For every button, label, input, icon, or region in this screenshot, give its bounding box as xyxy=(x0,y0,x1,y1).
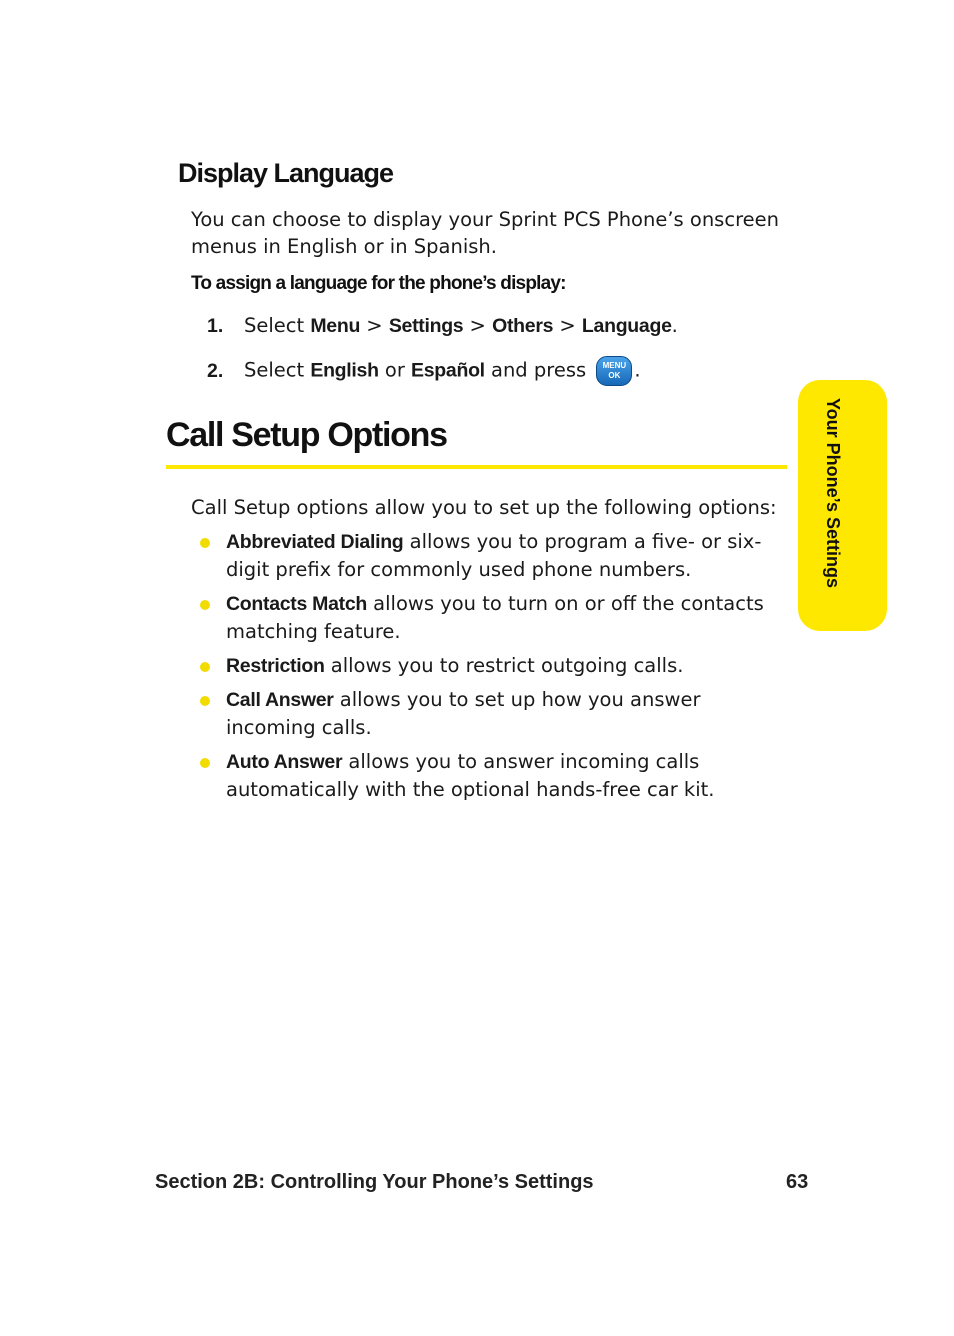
settings-term: Settings xyxy=(388,315,464,337)
list-item xyxy=(198,748,768,804)
menu-ok-key-icon xyxy=(596,356,632,386)
section-heading-call-setup: Call Setup Options xyxy=(166,416,447,454)
section-heading-display-language: Display Language xyxy=(178,158,394,188)
espanol-term: Español xyxy=(411,359,485,382)
heading-underline xyxy=(166,465,787,469)
option-desc: allows you to program a five- or six-digit prefix for commonly used phone numbers. xyxy=(226,530,762,581)
option-term: Contacts Match xyxy=(226,593,367,615)
language-term: Language xyxy=(581,315,672,337)
list-item xyxy=(198,528,768,584)
bullet-icon xyxy=(200,662,210,672)
display-language-intro: You can choose to display your Sprint PCS Phone’s onscreen menus in English or in Spanish. xyxy=(191,208,780,258)
option-desc: allows you to set up how you answer incoming calls. xyxy=(226,688,701,739)
step-number: 1. xyxy=(207,315,224,337)
bullet-icon xyxy=(200,696,210,706)
step-end: . xyxy=(634,358,641,382)
key-label-top: MENU xyxy=(602,361,627,370)
menu-term: Menu xyxy=(310,315,361,337)
step-2 xyxy=(207,356,787,386)
option-desc: allows you to answer incoming calls automatically with the optional hands-free car kit. xyxy=(226,750,715,801)
others-term: Others xyxy=(492,315,554,337)
separator: > xyxy=(463,314,493,337)
option-desc: allows you to turn on or off the contacts matching feature. xyxy=(226,592,764,643)
bullet-icon xyxy=(200,600,210,610)
bullet-icon xyxy=(200,758,210,768)
step-number: 2. xyxy=(207,359,224,382)
step-text: Select xyxy=(244,358,311,382)
list-item xyxy=(198,686,768,742)
step-text: Select xyxy=(244,314,311,337)
option-term: Call Answer xyxy=(226,689,334,711)
step-1 xyxy=(207,312,787,340)
step-text: and press xyxy=(484,358,587,382)
bullet-icon xyxy=(200,538,210,548)
separator: > xyxy=(360,314,389,337)
list-item xyxy=(198,590,768,646)
option-desc: allows you to restrict outgoing calls. xyxy=(324,654,684,677)
option-term: Auto Answer xyxy=(226,751,343,773)
key-label-bottom: OK xyxy=(608,371,621,380)
step-end: . xyxy=(671,314,678,337)
option-term: Abbreviated Dialing xyxy=(226,531,404,553)
options-list xyxy=(198,528,768,810)
side-tab-label: Your Phone’s Settings xyxy=(823,398,843,589)
separator: > xyxy=(553,314,582,337)
step-text: or xyxy=(378,358,412,382)
page-number: 63 xyxy=(786,1171,809,1193)
procedure-title: To assign a language for the phone’s display: xyxy=(191,273,566,294)
option-term: Restriction xyxy=(226,655,325,677)
english-term: English xyxy=(310,359,379,382)
section-side-tab xyxy=(798,380,887,631)
footer-section-title: Section 2B: Controlling Your Phone’s Settings xyxy=(155,1171,594,1193)
list-item xyxy=(198,652,768,680)
call-setup-lead: Call Setup options allow you to set up the following options: xyxy=(191,496,777,519)
